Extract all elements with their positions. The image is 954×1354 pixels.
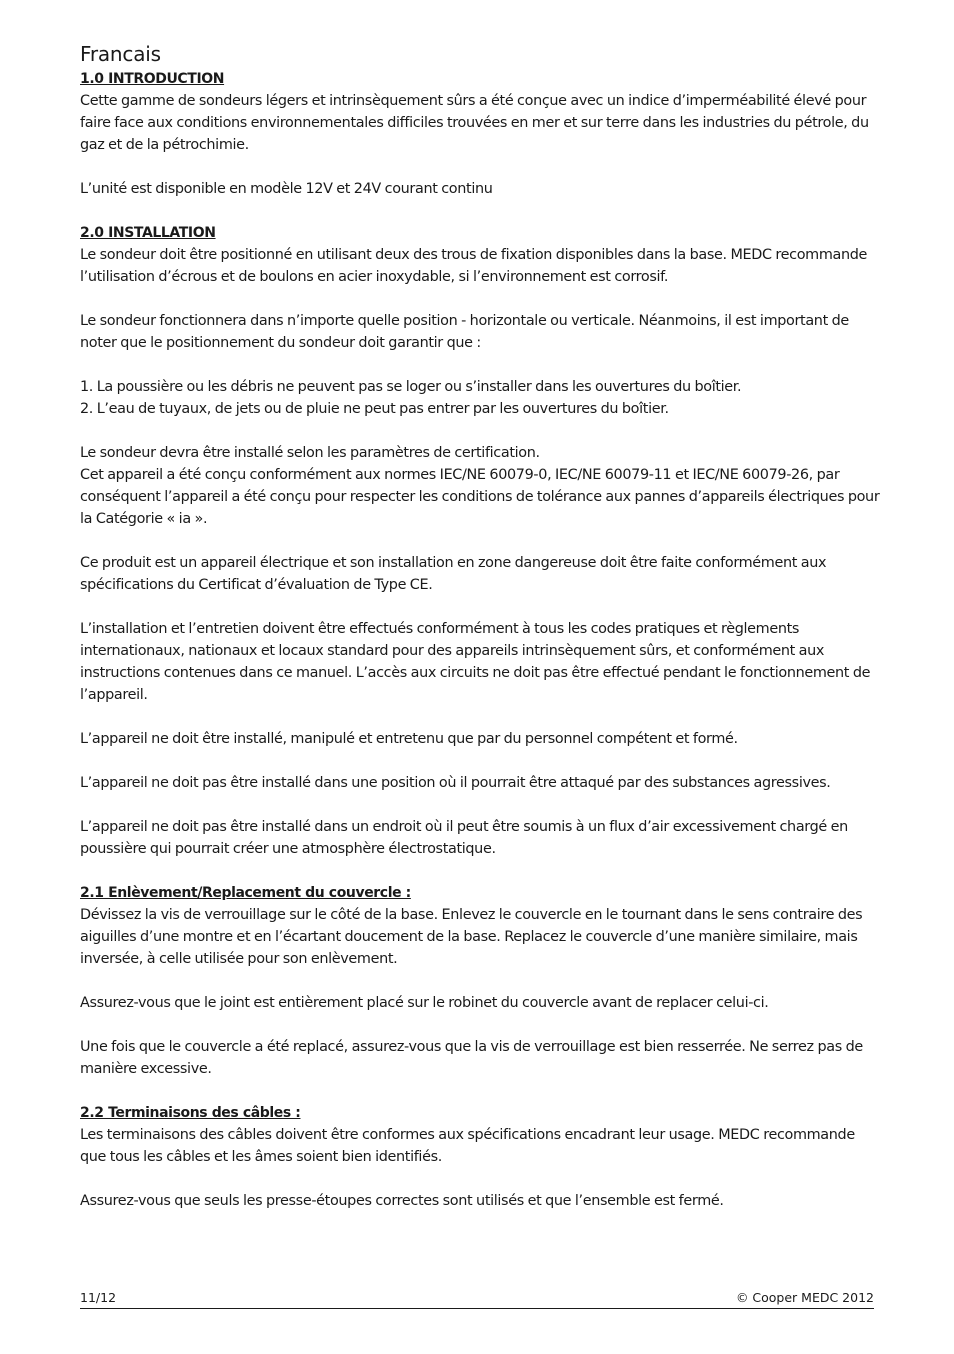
- section-heading-cables: 2.2 Terminaisons des câbles :: [80, 1105, 301, 1121]
- install-paragraph-5: L’installation et l’entretien doivent être effectués conformément à tous les codes pratiques et règlements internationaux, nationaux et locaux standard pour des appareils intrinsèquement sûrs, et conformément aux instructions contenues dans ce manuel. L’accès aux circuits ne doit pas être effectué pendant le fonctionnement de l’appareil.: [80, 621, 871, 703]
- cables-paragraph-1: Les terminaisons des câbles doivent être conformes aux spécifications encadrant leur usage. MEDC recommande que tous les câbles et les âmes soient bien identifiés.: [80, 1127, 855, 1165]
- cover-paragraph-2: Assurez-vous que le joint est entièrement placé sur le robinet du couvercle avant de replacer celui-ci.: [80, 995, 769, 1011]
- intro-paragraph-2: L’unité est disponible en modèle 12V et 24V courant continu: [80, 181, 493, 197]
- install-paragraph-1: Le sondeur doit être positionné en utilisant deux des trous de fixation disponibles dans la base. MEDC recommande l’utilisation d’écrous et de boulons en acier inoxydable, si l’environnement est corrosif.: [80, 247, 868, 285]
- install-paragraph-7: L’appareil ne doit pas être installé dans une position où il pourrait être attaqué par des substances agressives.: [80, 775, 831, 791]
- section-heading-cover: 2.1 Enlèvement/Replacement du couvercle :: [80, 885, 411, 901]
- page-number: 11/12: [80, 1290, 117, 1305]
- install-paragraph-8: L’appareil ne doit pas être installé dans un endroit où il peut être soumis à un flux d’air excessivement chargé en poussière qui pourrait créer une atmosphère électrostatique.: [80, 819, 848, 857]
- cover-paragraph-1: Dévissez la vis de verrouillage sur le côté de la base. Enlevez le couvercle en le tournant dans le sens contraire des aiguilles d’une montre et en l’écartant doucement de la base. Replacez le couvercle d’une manière similaire, mais inversée, à celle utilisée pour son enlèvement.: [80, 907, 863, 967]
- copyright-notice: © Cooper MEDC 2012: [735, 1290, 874, 1305]
- install-paragraph-4: Ce produit est un appareil électrique et son installation en zone dangereuse doit être faite conformément aux spécifications du Certificat d’évaluation de Type CE.: [80, 555, 827, 593]
- install-paragraph-2: Le sondeur fonctionnera dans n’importe quelle position - horizontale ou verticale. Néanmoins, il est important de noter que le positionnement du sondeur doit garantir que :: [80, 313, 849, 351]
- section-heading-installation: 2.0 INSTALLATION: [80, 225, 216, 241]
- install-paragraph-6: L’appareil ne doit être installé, manipulé et entretenu que par du personnel compétent et formé.: [80, 731, 738, 747]
- install-paragraph-3a: Le sondeur devra être installé selon les paramètres de certification.: [80, 445, 540, 461]
- cables-paragraph-2: Assurez-vous que seuls les presse-étoupes correctes sont utilisés et que l’ensemble est fermé.: [80, 1193, 724, 1209]
- install-list-item-1: 1. La poussière ou les débris ne peuvent pas se loger ou s’installer dans les ouvertures du boîtier.: [80, 379, 742, 395]
- intro-paragraph-1: Cette gamme de sondeurs légers et intrinsèquement sûrs a été conçue avec un indice d’imperméabilité élevé pour faire face aux conditions environnementales difficiles trouvées en mer et sur terre dans les industries du pétrole, du gaz et de la pétrochimie.: [80, 93, 869, 153]
- document-body: [80, 40, 880, 1234]
- cover-paragraph-3: Une fois que le couvercle a été replacé, assurez-vous que la vis de verrouillage est bien resserrée. Ne serrez pas de manière excessive.: [80, 1039, 863, 1077]
- language-title: Francais: [80, 42, 161, 66]
- footer-rule: [80, 1308, 874, 1309]
- section-heading-introduction: 1.0 INTRODUCTION: [80, 71, 225, 87]
- install-paragraph-3b: Cet appareil a été conçu conformément aux normes IEC/NE 60079-0, IEC/NE 60079-11 et IEC/NE 60079-26, par conséquent l’appareil a été conçu pour respecter les conditions de tolérance aux pannes d’appareils électriques pour la Catégorie « ia ».: [80, 467, 880, 527]
- install-list-item-2: 2. L’eau de tuyaux, de jets ou de pluie ne peut pas entrer par les ouvertures du boîtier.: [80, 401, 669, 417]
